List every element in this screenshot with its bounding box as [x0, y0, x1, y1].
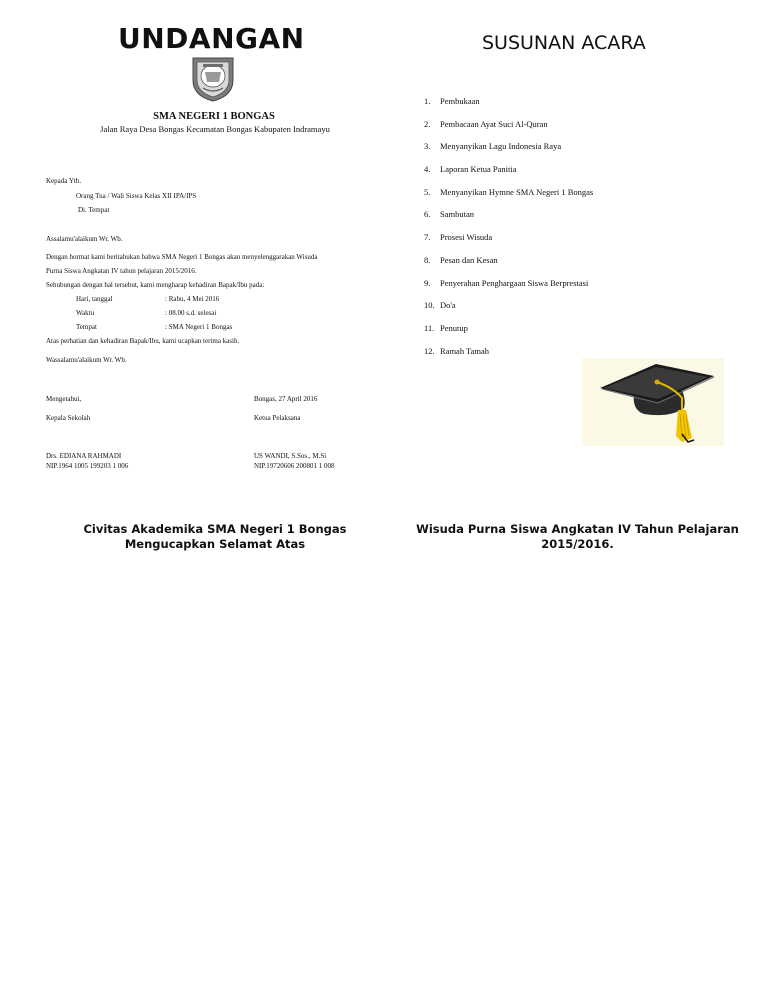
list-item	[424, 323, 593, 346]
item-text: Prosesi Wisuda	[440, 232, 493, 243]
sign-left-name: Drs. EDIANA RAHMADI	[46, 452, 122, 460]
item-text: Pembacaan Ayat Suci Al-Quran	[440, 118, 548, 129]
recipient-line1: Kepada Yth.	[46, 177, 82, 185]
recipient-line3: Di. Tempat	[78, 206, 110, 214]
footer-left-line1: Civitas Akademika SMA Negeri 1 Bongas	[83, 522, 347, 536]
item-number: 1.	[424, 96, 431, 106]
item-number: 6.	[424, 209, 431, 220]
item-text: Menyanyikan Hymne SMA Negeri 1 Bongas	[440, 186, 594, 197]
sign-left-role: Kepala Sekolah	[46, 414, 91, 422]
item-text: Laporan Ketua Panitia	[440, 164, 517, 175]
list-item	[424, 300, 593, 323]
sign-right-date: Bongas, 27 April 2016	[254, 395, 318, 403]
list-item	[424, 164, 593, 187]
item-number: 3.	[424, 141, 431, 152]
sign-left-nip: NIP.1964 1005 199203 1 006	[46, 462, 129, 470]
item-number: 5.	[424, 186, 431, 197]
item-text: Ramah Tamah	[440, 345, 490, 356]
detail-label: Hari, tanggal	[76, 295, 113, 303]
footer-right-line1: Wisuda Purna Siswa Angkatan IV Tahun Pelajaran	[416, 522, 739, 536]
footer-right-line2: 2015/2016.	[541, 537, 614, 551]
sign-right-role: Ketua Pelaksana	[254, 414, 301, 422]
list-item	[424, 96, 593, 119]
item-text: Pesan dan Kesan	[440, 254, 498, 265]
item-number: 7.	[424, 232, 431, 243]
recipient-line2: Orang Tua / Wali Siswa Kelas XII IPA/IPS	[76, 192, 197, 200]
sign-right-name: US WANDI, S.Sos., M.Si	[254, 452, 327, 460]
list-item	[424, 346, 593, 369]
sign-right-nip: NIP.19720606 200801 1 008	[254, 462, 335, 470]
closing-text: Atas perhatian dan kehadiran Bapak/Ibu, kami ucapkan terima kasih.	[46, 337, 240, 345]
paragraph2: Sehubungan dengan hal tersebut, kami mengharap kehadiran Bapak/Ibu pada:	[46, 281, 265, 289]
detail-value: : SMA Negeri 1 Bongas	[165, 323, 233, 331]
school-emblem-icon	[189, 52, 237, 102]
list-item	[424, 255, 593, 278]
item-number: 10.	[424, 300, 435, 311]
item-number: 4.	[424, 164, 431, 175]
footer-right	[410, 522, 745, 552]
paragraph1-line1: Dengan hormat kami beritahukan bahwa SMA Negeri 1 Bongas akan menyelenggarakan Wisuda	[46, 253, 318, 261]
agenda-list	[424, 96, 593, 368]
detail-value: : 08.00 s.d. selesai	[165, 309, 217, 317]
item-number: 2.	[424, 118, 431, 129]
footer-left-line2: Mengucapkan Selamat Atas	[124, 537, 306, 551]
item-number: 9.	[424, 277, 431, 288]
school-name: SMA NEGERI 1 BONGAS	[153, 111, 275, 122]
list-item	[424, 141, 593, 164]
item-text: Do'a	[440, 300, 456, 311]
greeting: Assalamu'alaikum Wr. Wb.	[46, 235, 123, 243]
item-text: Sambutan	[440, 209, 474, 220]
graduation-cap-icon	[582, 358, 724, 446]
list-item	[424, 232, 593, 255]
detail-value: : Rabu, 4 Mei 2016	[165, 295, 220, 303]
agenda-title: SUSUNAN ACARA	[482, 32, 646, 54]
paragraph1-line2: Purna Siswa Angkatan IV tahun pelajaran 2015/2016.	[46, 267, 197, 275]
invitation-title: UNDANGAN	[118, 22, 305, 55]
farewell: Wassalamu'alaikum Wr. Wb.	[46, 356, 127, 364]
sign-left-known: Mengetahui,	[46, 395, 82, 403]
detail-label: Waktu	[76, 309, 95, 317]
list-item	[424, 278, 593, 301]
list-item	[424, 119, 593, 142]
item-number: 8.	[424, 254, 431, 265]
list-item	[424, 209, 593, 232]
item-text: Pembukaan	[440, 96, 480, 106]
list-item	[424, 187, 593, 210]
item-number: 12.	[424, 345, 435, 356]
item-text: Penutup	[440, 322, 468, 333]
item-text: Penyerahan Penghargaan Siswa Berprestasi	[440, 277, 589, 288]
footer-left	[60, 522, 370, 552]
item-number: 11.	[424, 322, 435, 333]
item-text: Menyanyikan Lagu Indonesia Raya	[440, 141, 562, 152]
detail-label: Tempat	[76, 323, 97, 331]
school-address: Jalan Raya Desa Bongas Kecamatan Bongas Kabupaten Indramayu	[100, 124, 330, 134]
